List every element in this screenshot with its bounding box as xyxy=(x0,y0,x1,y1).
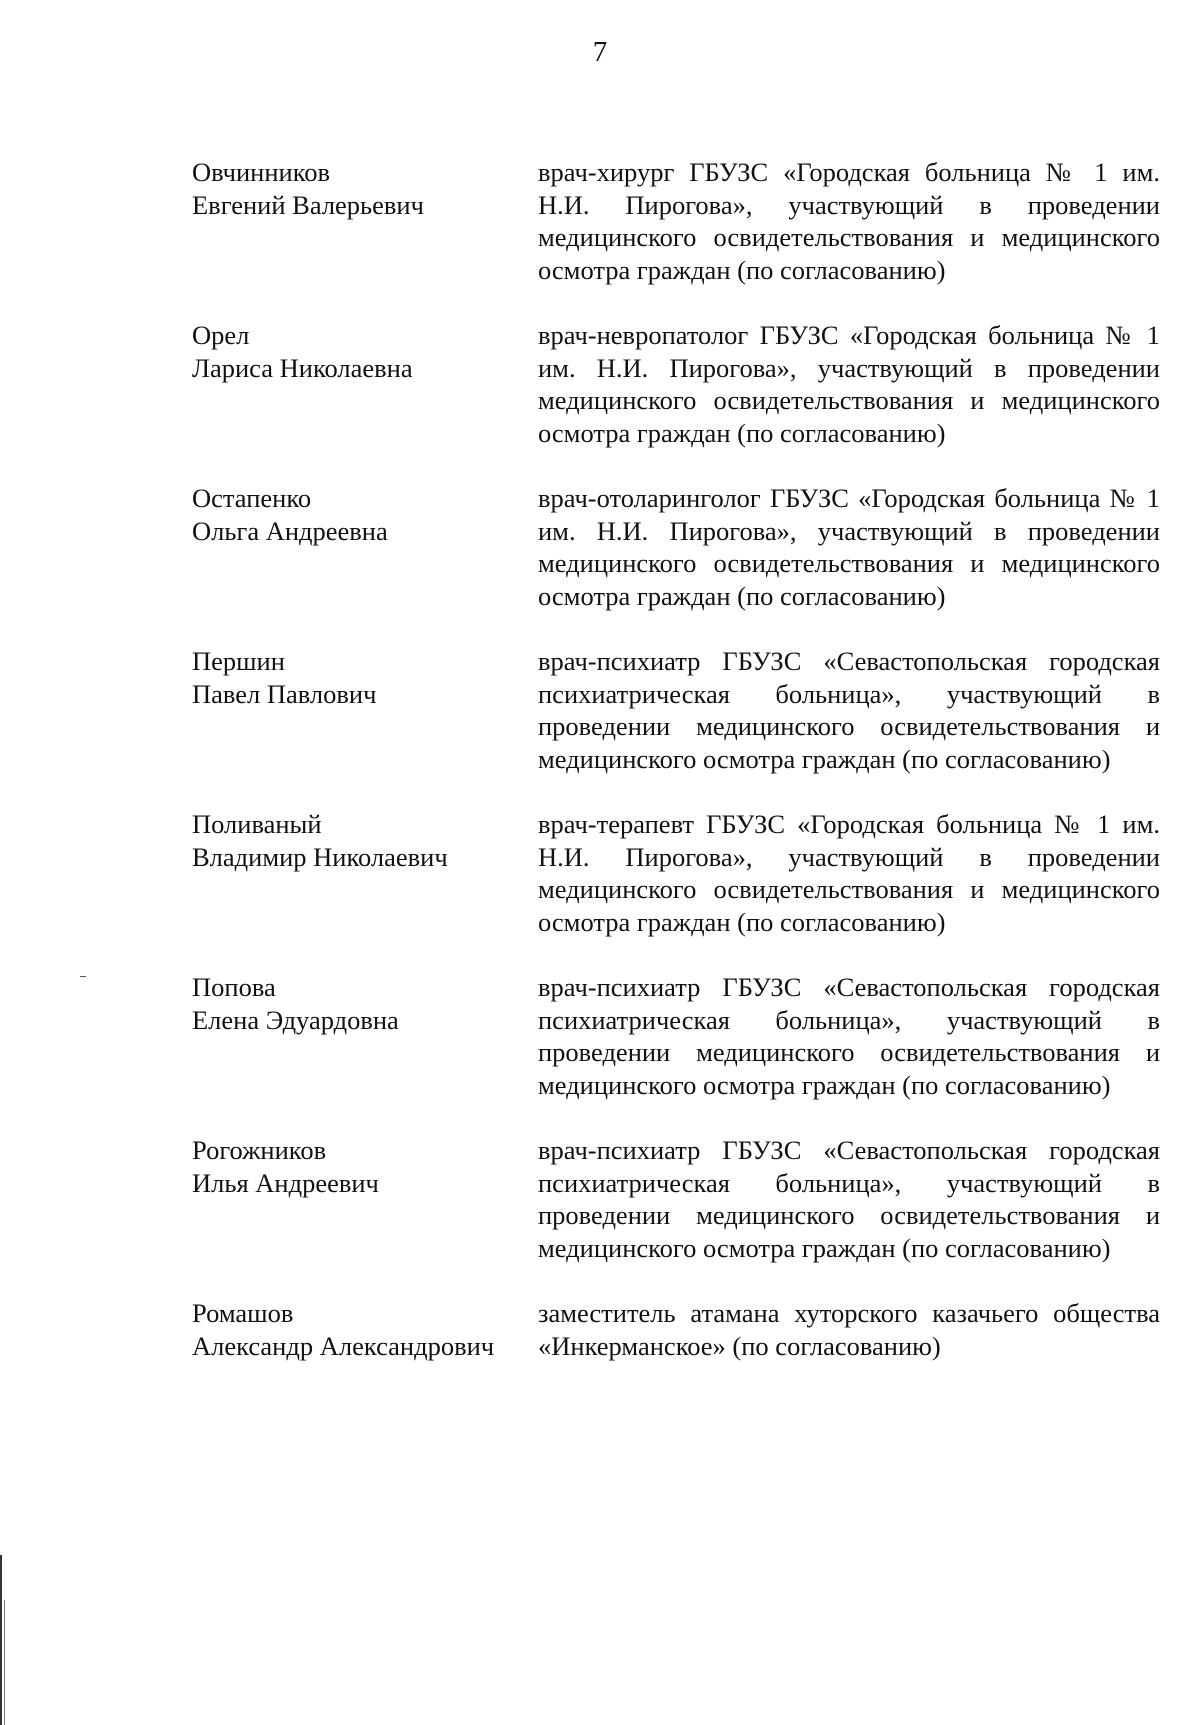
role-text: врач-невропатолог ГБУЗС «Городская больница № 1 им. Н.И. Пирогова», участвующий в проведении медицинского освидетельствования и медицинского осмотра граждан (по согласованию) xyxy=(538,320,1160,448)
person-name xyxy=(192,1297,538,1363)
person-role xyxy=(538,808,1160,938)
given-names: Евгений Валерьевич xyxy=(192,190,424,220)
person-name xyxy=(192,482,538,612)
list-item xyxy=(192,1134,1160,1264)
list-item xyxy=(192,808,1160,938)
surname: Ромашов xyxy=(192,1298,294,1328)
person-name xyxy=(192,156,538,286)
person-role xyxy=(538,1297,1160,1363)
member-list xyxy=(192,156,1160,1363)
given-names: Александр Александрович xyxy=(192,1331,495,1361)
surname: Орел xyxy=(192,320,250,350)
given-names: Илья Андреевич xyxy=(192,1168,379,1198)
given-names: Павел Павлович xyxy=(192,679,377,709)
person-role xyxy=(538,1134,1160,1264)
surname: Поливаный xyxy=(192,809,322,839)
role-text: врач-терапевт ГБУЗС «Городская больница № 1 им. Н.И. Пирогова», участвующий в проведении медицинского освидетельствования и медицинского осмотра граждан (по согласованию) xyxy=(538,809,1160,937)
role-text: врач-хирург ГБУЗС «Городская больница № 1 им. Н.И. Пирогова», участвующий в проведении медицинского освидетельствования и медицинского осмотра граждан (по согласованию) xyxy=(538,157,1160,285)
surname: Першин xyxy=(192,646,285,676)
list-item xyxy=(192,1297,1160,1363)
surname: Попова xyxy=(192,972,276,1002)
margin-mark xyxy=(80,976,86,977)
list-item xyxy=(192,645,1160,775)
given-names: Лариса Николаевна xyxy=(192,353,413,383)
surname: Остапенко xyxy=(192,483,312,513)
list-item xyxy=(192,319,1160,449)
person-role xyxy=(538,156,1160,286)
person-name xyxy=(192,971,538,1101)
role-text: врач-психиатр ГБУЗС «Севастопольская городская психиатрическая больница», участвующий в проведении медицинского освидетельствования и медицинского осмотра граждан (по согласованию) xyxy=(538,646,1160,774)
role-text: врач-психиатр ГБУЗС «Севастопольская городская психиатрическая больница», участвующий в проведении медицинского освидетельствования и медицинского осмотра граждан (по согласованию) xyxy=(538,1135,1160,1263)
person-role xyxy=(538,482,1160,612)
given-names: Владимир Николаевич xyxy=(192,842,448,872)
surname: Рогожников xyxy=(192,1135,327,1165)
given-names: Ольга Андреевна xyxy=(192,516,388,546)
scan-edge-line xyxy=(0,1555,2,1725)
surname: Овчинников xyxy=(192,157,330,187)
person-name xyxy=(192,1134,538,1264)
page-number: 7 xyxy=(592,36,608,68)
role-text: врач-отоларинголог ГБУЗС «Городская больница № 1 им. Н.И. Пирогова», участвующий в проведении медицинского освидетельствования и медицинского осмотра граждан (по согласованию) xyxy=(538,483,1160,611)
person-name xyxy=(192,319,538,449)
given-names: Елена Эдуардовна xyxy=(192,1005,399,1035)
list-item xyxy=(192,156,1160,286)
person-role xyxy=(538,319,1160,449)
list-item xyxy=(192,482,1160,612)
scan-edge-line xyxy=(4,1600,5,1725)
person-name xyxy=(192,645,538,775)
person-name xyxy=(192,808,538,938)
role-text: заместитель атамана хуторского казачьего общества «Инкерманское» (по согласованию) xyxy=(538,1298,1160,1361)
list-item xyxy=(192,971,1160,1101)
person-role xyxy=(538,971,1160,1101)
role-text: врач-психиатр ГБУЗС «Севастопольская городская психиатрическая больница», участвующий в проведении медицинского освидетельствования и медицинского осмотра граждан (по согласованию) xyxy=(538,972,1160,1100)
person-role xyxy=(538,645,1160,775)
